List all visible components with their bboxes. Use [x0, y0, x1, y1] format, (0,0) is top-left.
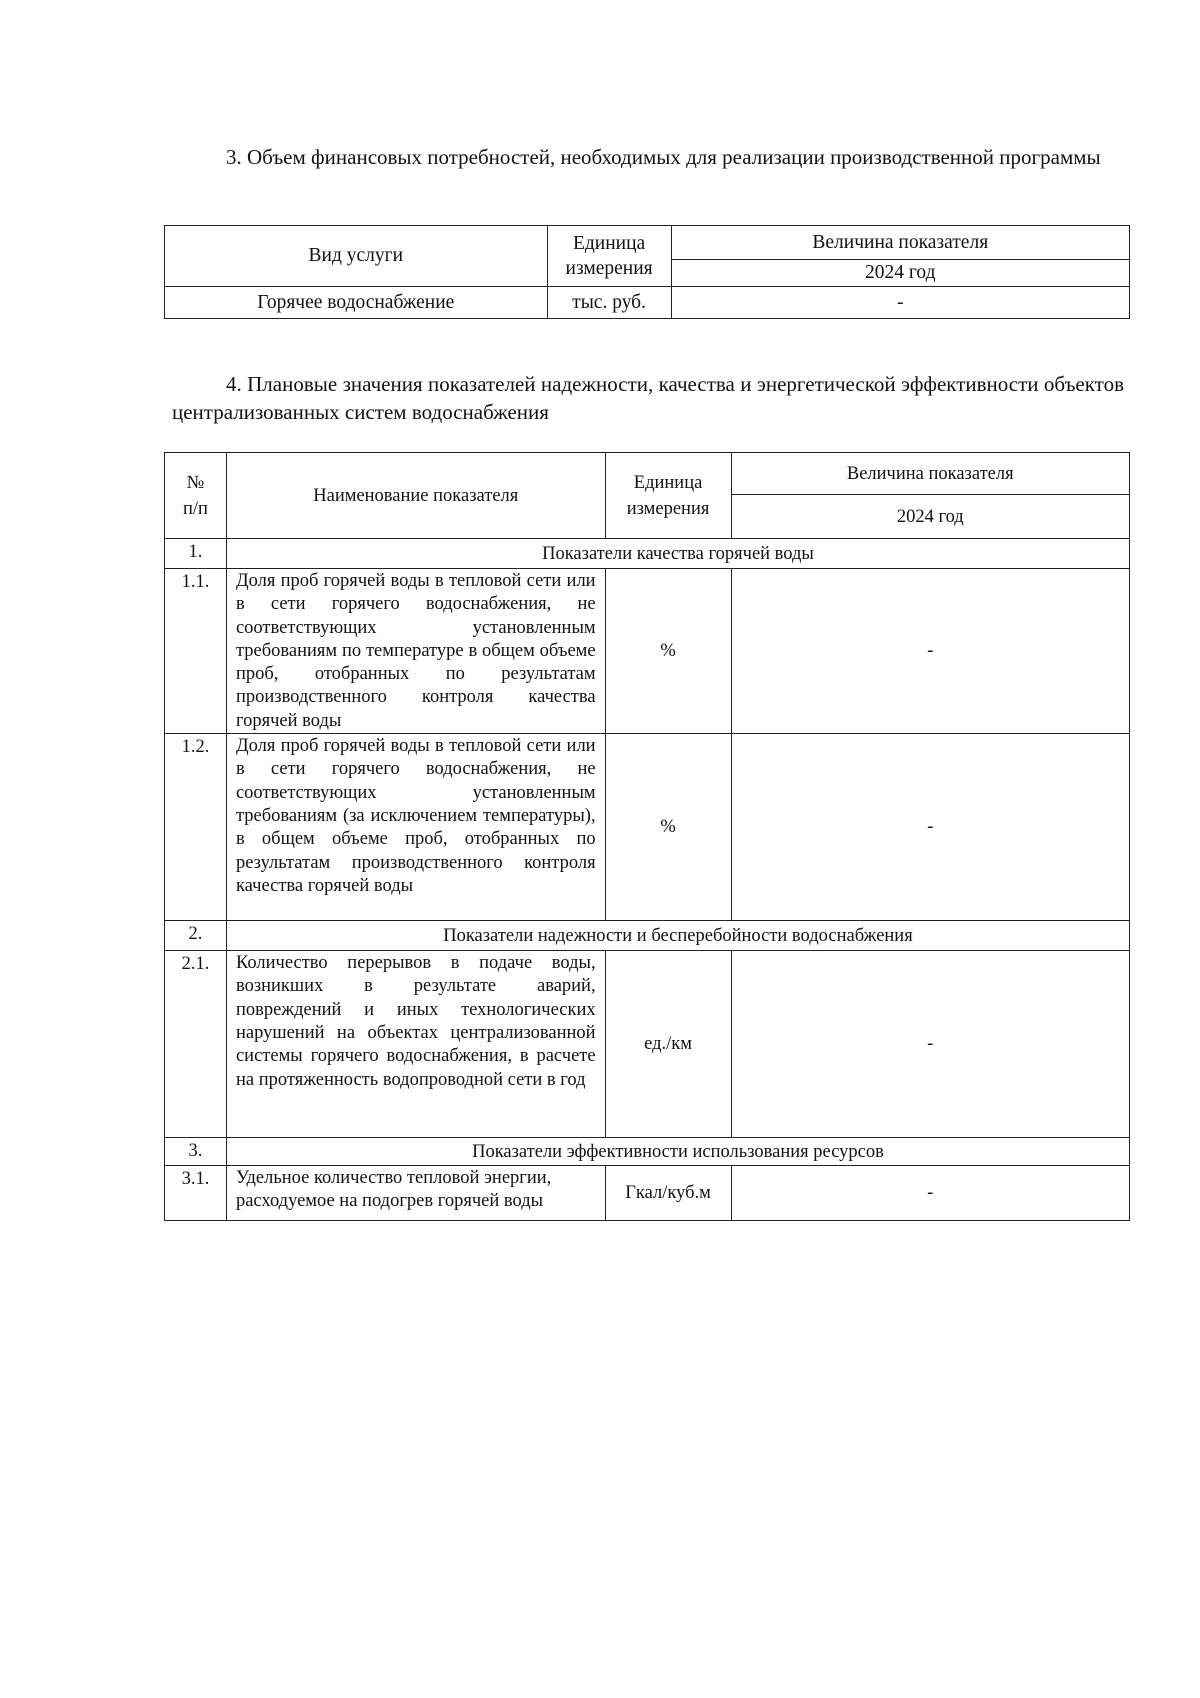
col-header-unit: Единица измерения — [547, 226, 671, 287]
group-num: 1. — [165, 539, 227, 569]
table-row — [165, 951, 1130, 1138]
section-3-heading: 3. Объем финансовых потребностей, необходимых для реализации производственной программы — [226, 145, 1101, 169]
col-header-unit: Единица измерения — [605, 453, 731, 539]
group-row — [165, 1138, 1130, 1166]
group-num: 2. — [165, 921, 227, 951]
item-num: 1.2. — [165, 734, 227, 921]
item-unit: Гкал/куб.м — [605, 1166, 731, 1221]
unit-cell: тыс. руб. — [547, 287, 671, 319]
item-num: 3.1. — [165, 1166, 227, 1221]
col-header-num: № п/п — [165, 453, 227, 539]
item-unit: % — [605, 569, 731, 734]
group-num: 3. — [165, 1138, 227, 1166]
item-value: - — [731, 569, 1129, 734]
table-row — [165, 569, 1130, 734]
value-cell: - — [671, 287, 1129, 319]
service-cell: Горячее водоснабжение — [165, 287, 548, 319]
group-row — [165, 921, 1130, 951]
col-header-year: 2024 год — [671, 260, 1129, 287]
table-row — [165, 287, 1130, 319]
indicators-table — [164, 452, 1130, 1221]
col-header-service: Вид услуги — [165, 226, 548, 287]
group-title: Показатели надежности и бесперебойности водоснабжения — [226, 921, 1129, 951]
section-4-heading: 4. Плановые значения показателей надежности, качества и энергетической эффективности объектов централизованных систем водоснабжения — [172, 372, 1124, 424]
item-name: Удельное количество тепловой энергии, расходуемое на подогрев горячей воды — [226, 1166, 605, 1221]
item-unit: % — [605, 734, 731, 921]
item-name: Количество перерывов в подаче воды, возникших в результате аварий, повреждений и иных технологических нарушений на объектах централизованной системы горячего водоснабжения, в расчете на протяженность водопроводной сети в год — [226, 951, 605, 1138]
col-header-year: 2024 год — [731, 495, 1129, 539]
item-value: - — [731, 951, 1129, 1138]
item-name: Доля проб горячей воды в тепловой сети или в сети горячего водоснабжения, не соответствующих установленным требованиям по температуре в общем объеме проб, отобранных по результатам производственного контроля качества горячей воды — [226, 569, 605, 734]
financial-needs-table — [164, 225, 1130, 319]
group-row — [165, 539, 1130, 569]
item-value: - — [731, 734, 1129, 921]
col-header-value: Величина показателя — [671, 226, 1129, 260]
group-title: Показатели эффективности использования ресурсов — [226, 1138, 1129, 1166]
group-title: Показатели качества горячей воды — [226, 539, 1129, 569]
table-row — [165, 1166, 1130, 1221]
table-row — [165, 734, 1130, 921]
item-value: - — [731, 1166, 1129, 1221]
col-header-value: Величина показателя — [731, 453, 1129, 495]
item-name: Доля проб горячей воды в тепловой сети или в сети горячего водоснабжения, не соответствующих установленным требованиям (за исключением температуры), в общем объеме проб, отобранных по результатам производственного контроля качества горячей воды — [226, 734, 605, 921]
item-unit: ед./км — [605, 951, 731, 1138]
item-num: 2.1. — [165, 951, 227, 1138]
item-num: 1.1. — [165, 569, 227, 734]
col-header-name: Наименование показателя — [226, 453, 605, 539]
